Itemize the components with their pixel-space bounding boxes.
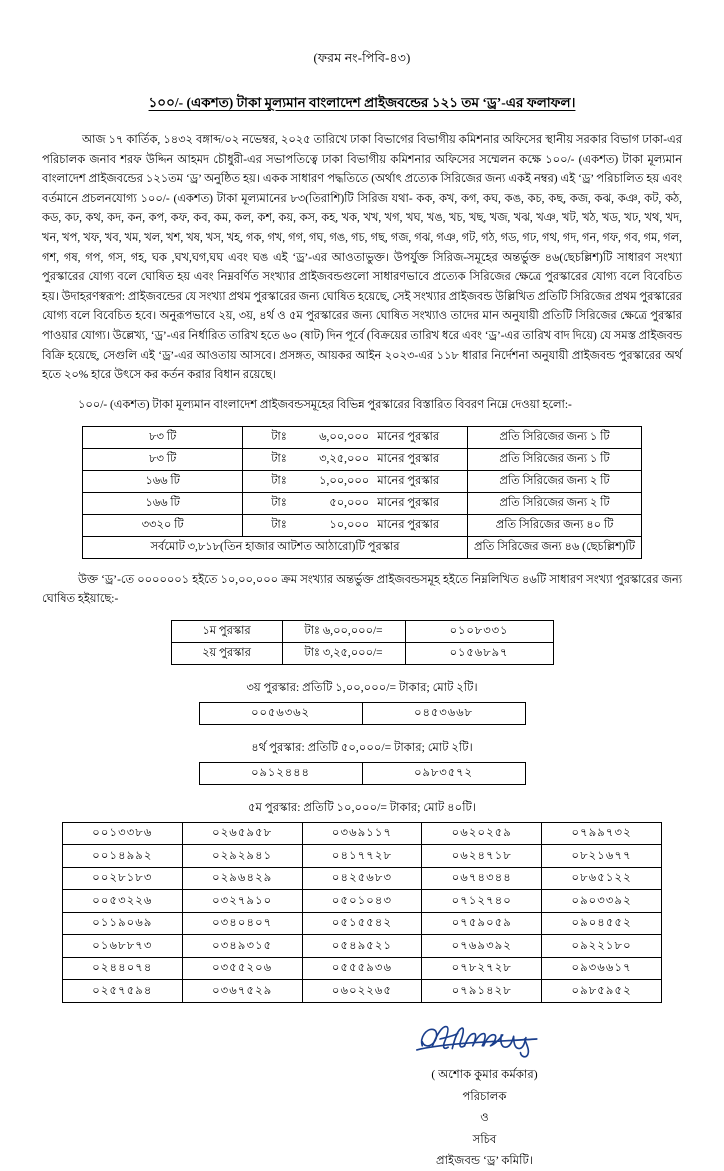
currency-label: টাঃ: [271, 496, 287, 509]
winning-number: ০৭৬৯৩৯২: [422, 935, 542, 958]
prize-amount: ৫০,০০০: [329, 496, 370, 509]
prize-value-suffix: মানের পুরস্কার: [377, 474, 440, 487]
winning-number: ০৯০৩৩৯২: [542, 890, 662, 913]
table-row: [63, 957, 662, 980]
top-prize-table: [171, 620, 554, 665]
form-number: (ফরম নং-পিবি-৪৩): [313, 51, 411, 65]
top-prize-body: [171, 620, 553, 664]
winning-number: ০৫১৫৫৪২: [302, 912, 422, 935]
winning-number: ০৪২৫৬৮৩: [302, 867, 422, 890]
table-row: [83, 470, 642, 492]
winning-number: ০৯০৪৫৫২: [542, 912, 662, 935]
winning-number: ০০৫৬৩৬২: [199, 702, 362, 724]
currency-label: টাঃ: [271, 518, 287, 531]
prize-per-series: প্রতি সিরিজের জন্য ১ টি: [468, 448, 642, 470]
prize-amount: টাঃ ৬,০০,০০০/=: [282, 620, 405, 642]
third-prize-body: [199, 702, 525, 724]
table-row: [83, 426, 642, 448]
winning-number: ০৭১২৭৪০: [422, 890, 542, 913]
currency-label: টাঃ: [271, 474, 287, 487]
table-row: [63, 822, 662, 845]
prize-total-per-series: প্রতি সিরিজের জন্য ৪৬ (ছেচল্লিশ)টি: [468, 536, 642, 558]
winning-number: ০২৪৪০৭৪: [63, 957, 183, 980]
prize-per-series: প্রতি সিরিজের জন্য ২ টি: [468, 492, 642, 514]
prize-per-series: প্রতি সিরিজের জন্য ৪০ টি: [468, 514, 642, 536]
winning-number: ০৯৮৫৯৫২: [542, 980, 662, 1003]
prize-value-suffix: মানের পুরস্কার: [377, 496, 440, 509]
winning-number: ০৬৭৪৩৪৪: [422, 867, 542, 890]
prize-value: [243, 470, 468, 492]
prize-amount: ৬,০০,০০০: [319, 430, 370, 443]
fourth-prize-body: [199, 762, 525, 784]
winning-number: ০৭৮২৭২৮: [422, 957, 542, 980]
table-row: [171, 642, 553, 664]
body-paragraph-declared-numbers: উক্ত ‘ড্র’-তে ০০০০০০১ হইতে ১০,০০,০০০ ক্রম সংখ্যার অন্তর্ভুক্ত প্রাইজবন্ডসমূহ হইতে নিম্নলিখিত ৪৬টি সাধারণ সংখ্যা পুরস্কারের জন্য ঘোষিত হইয়াছে:-: [42, 573, 682, 606]
prize-summary-table: [82, 426, 642, 559]
prize-amount: ১০,০০০: [329, 518, 370, 531]
winning-number: ০০১৪৯৯২: [63, 845, 183, 868]
prize-count: ৮৩ টি: [83, 426, 243, 448]
prize-amount: ১,০০,০০০: [319, 474, 370, 487]
winning-number: ০৯৮৩৫৭২: [362, 762, 525, 784]
signatory-designation-2: সচিব: [472, 1132, 497, 1146]
table-row: [171, 620, 553, 642]
winning-number: ০০৫৩২২৬: [63, 890, 183, 913]
winning-number: ০৯১২৪৪৪: [199, 762, 362, 784]
prize-summary-body: [83, 426, 642, 558]
winning-number: ০২৯২৯৪১: [182, 845, 302, 868]
table-row: [63, 890, 662, 913]
table-row: [83, 514, 642, 536]
winning-number: ০৩৬৯১১৭: [302, 822, 422, 845]
currency-label: টাঃ: [271, 430, 287, 443]
winning-number: ০৬২৪৭১৮: [422, 845, 542, 868]
winning-number: ০৩২৭৯১০: [182, 890, 302, 913]
winning-number: ০৫৪৯৫২১: [302, 935, 422, 958]
winning-number: ০৭৯৯৭৩২: [542, 822, 662, 845]
prize-per-series: প্রতি সিরিজের জন্য ২ টি: [468, 470, 642, 492]
table-row: [199, 762, 525, 784]
winning-number: ০২৬৫৯৫৮: [182, 822, 302, 845]
prize-value: [243, 426, 468, 448]
winning-number: ০১৬৮৮৭৩: [63, 935, 183, 958]
fifth-prize-heading: ৫ম পুরস্কার: প্রতিটি ১০,০০০/= টাকার; মোট ৪০টি।: [248, 800, 476, 814]
fourth-prize-heading: ৪র্থ পুরস্কার: প্রতিটি ৫০,০০০/= টাকার; মোট ২টি।: [251, 740, 473, 754]
table-row: [199, 702, 525, 724]
winning-number: ০৪১৭৭২৮: [302, 845, 422, 868]
prize-amount: টাঃ ৩,২৫,০০০/=: [282, 642, 405, 664]
winning-number: ০৪৫৩৬৬৮: [362, 702, 525, 724]
fifth-prize-body: [63, 822, 662, 1002]
currency-label: টাঃ: [271, 452, 287, 465]
prize-count: ১৬৬ টি: [83, 492, 243, 514]
winning-number: ০১৫৬৮৯৭: [405, 642, 553, 664]
winning-number: ০১০৮৩৩১: [405, 620, 553, 642]
prize-value: [243, 448, 468, 470]
prize-total-label: সর্বমোট ৩,৮১৮(তিন হাজার আটশত আঠারো)টি পুরস্কার: [83, 536, 468, 558]
prize-count: ১৬৬ টি: [83, 470, 243, 492]
winning-number: ০৫৫৫৯৩৬: [302, 957, 422, 980]
winning-number: ০৬০২২৬৫: [302, 980, 422, 1003]
table-row: [63, 867, 662, 890]
prize-value-suffix: মানের পুরস্কার: [377, 518, 440, 531]
fifth-prize-table: [62, 822, 662, 1003]
body-paragraph-main: আজ ১৭ কার্তিক, ১৪৩২ বঙ্গাব্দ/০২ নভেম্বর, ২০২৫ তারিখে ঢাকা বিভাগের বিভাগীয় কমিশনার অফিসের স্থানীয় সরকার বিভাগ ঢাকা-এর পরিচালক জনাব শরফ উদ্দিন আহমদ চৌধুরী-এর সভাপতিত্বে ঢাকা বিভাগীয় কমিশনার অফিসের সম্মেলন কক্ষে ১০০/- (একশত) টাকা মূল্যমান বাংলাদেশ প্রাইজবন্ডের ১২১তম ‘ড্র’ অনুষ্ঠিত হয়। একক সাধারণ পদ্ধতিতে (অর্থাৎ প্রত্যেক সিরিজের জন্য একই নম্বর) এই ‘ড্র’ পরিচালিত হয় এবং বর্তমানে প্রচলনযোগ্য ১০০/- (একশত) টাকা মূল্যমানের ৮৩(তিরাশি)টি সিরিজ যথা- কক, কখ, কগ, কঘ, কঙ, কচ, কছ, কজ, কঝ, কঞ, কট, কঠ, কড, কঢ, কথ, কদ, কন, কপ, কফ, কব, কম, কল, কশ, কয়, কস, কহ, খক, খখ, খগ, খঘ, খঙ, খচ, খছ, খজ, খঝ, খঞ, খট, খঠ, খড, খঢ, খথ, খদ, খন, খপ, খফ, খব, খম, খল, খশ, খষ, খস, খহ, গক, গখ, গগ, গঘ, গঙ, গচ, গছ, গজ, গঝ, গঞ, গট, গঠ, গড, গঢ, গথ, গদ, গন, গফ, গব, গম, গল, গশ, গষ, গপ, গস, গহ, ঘক ,ঘখ,ঘগ,ঘঘ এবং ঘঙ এই ‘ড্র’-এর আওতাভুক্ত। উপর্যুক্ত সিরিজ-সমূহের অন্তর্ভুক্ত ৪৬(ছেচল্লিশ)টি সাধারণ সংখ্যা পুরস্কারের যোগ্য বলে ঘোষিত হয় এবং নিম্নবর্ণিত সংখ্যার প্রাইজবন্ডগুলো সাধারণভাবে প্রত্যেক সিরিজের ক্ষেত্রে পুরস্কারের যোগ্য বলে বিবেচিত হয়। উদাহরণস্বরূপ: প্রাইজবন্ডের যে সংখ্যা প্রথম পুরস্কারের জন্য ঘোষিত হয়েছে, সেই সংখ্যার প্রাইজবন্ড উল্লিখিত প্রতিটি সিরিজের প্রথম পুরস্কারের যোগ্য বলে বিবেচিত হবে। অনুরূপভাবে ২য়, ৩য়, ৪র্থ ও ৫ম পুরস্কারের জন্য ঘোষিত সংখ্যাও তাদের মান অনুযায়ী প্রতিটি সিরিজের ক্ষেত্রে পুরস্কার পাওয়ার যোগ্য। উল্লেখ্য, ‘ড্র’-এর নির্ধারিত তারিখ হতে ৬০ (ষাট) দিন পূর্বে (বিক্রয়ের তারিখ ধরে এবং ‘ড্র’-এর তারিখ বাদ দিয়ে) যে সমস্ত প্রাইজবন্ড বিক্রি হয়েছে, সেগুলি এই ‘ড্র’-এর আওতায় আসবে। প্রসঙ্গত, আয়কর আইন ২০২৩-এর ১১৮ ধারার নির্দেশনা অনুযায়ী প্রাইজবন্ড পুরস্কারের অর্থ হতে ২০% হারে উৎসে কর কর্তন করার বিধান রয়েছে।: [42, 134, 682, 382]
body-paragraph-prize-intro: ১০০/- (একশত) টাকা মূল্যমান বাংলাদেশ প্রাইজবন্ডসমূহের বিভিন্ন পুরস্কারের বিস্তারিত বিবরণ নিম্নে দেওয়া হলো:-: [78, 398, 572, 411]
winning-number: ০৮২১৬৭৭: [542, 845, 662, 868]
winning-number: ০৬২০২৫৯: [422, 822, 542, 845]
signatory-name: ( অশোক কুমার কর্মকার): [431, 1068, 538, 1082]
winning-number: ০৩৬৭৫২৯: [182, 980, 302, 1003]
signature-inner: [410, 1017, 560, 1171]
winning-number: ০২৫৭৫৯৪: [63, 980, 183, 1003]
prize-count: ৮৩ টি: [83, 448, 243, 470]
signatory-designation-1: পরিচালক: [462, 1089, 507, 1103]
winning-number: ০৩৪৯৩১৫: [182, 935, 302, 958]
winning-number: ০৫০১০৪৩: [302, 890, 422, 913]
prize-count: ৩৩২০ টি: [83, 514, 243, 536]
winning-number: ০৭৫৯০৫৯: [422, 912, 542, 935]
prize-rank: ২য় পুরস্কার: [171, 642, 282, 664]
table-row: [83, 492, 642, 514]
prize-per-series: প্রতি সিরিজের জন্য ১ টি: [468, 426, 642, 448]
prize-value: [243, 492, 468, 514]
signature-block: [42, 1017, 682, 1171]
prize-value: [243, 514, 468, 536]
table-row: [63, 845, 662, 868]
winning-number: ০০১৩৩৮৬: [63, 822, 183, 845]
winning-number: ০০২৮১৮৩: [63, 867, 183, 890]
prize-value-suffix: মানের পুরস্কার: [377, 430, 440, 443]
winning-number: ০৯৩৬৬১৭: [542, 957, 662, 980]
page-title: ১০০/- (একশত) টাকা মূল্যমান বাংলাদেশ প্রাইজবন্ডের ১২১ তম ‘ড্র’-এর ফলাফল।: [148, 95, 576, 110]
table-row-total: [83, 536, 642, 558]
prize-rank: ১ম পুরস্কার: [171, 620, 282, 642]
third-prize-table: [199, 702, 526, 725]
table-row: [83, 448, 642, 470]
winning-number: ০৮৬৫১২২: [542, 867, 662, 890]
winning-number: ০৭৯১৪২৮: [422, 980, 542, 1003]
table-row: [63, 935, 662, 958]
table-row: [63, 980, 662, 1003]
signatory-committee: প্রাইজবন্ড ‘ড্র’ কমিটি।: [436, 1153, 533, 1167]
winning-number: ০২৯৬৪২৯: [182, 867, 302, 890]
third-prize-heading: ৩য় পুরস্কার: প্রতিটি ১,০০,০০০/= টাকার; মোট ২টি।: [246, 680, 478, 694]
table-row: [63, 912, 662, 935]
winning-number: ০৩৪০৪০৭: [182, 912, 302, 935]
prize-value-suffix: মানের পুরস্কার: [377, 452, 440, 465]
prize-amount: ৩,২৫,০০০: [319, 452, 370, 465]
winning-number: ০১১৯০৬৯: [63, 912, 183, 935]
winning-number: ০৩৫৫২০৬: [182, 957, 302, 980]
winning-number: ০৯২২১৮০: [542, 935, 662, 958]
fourth-prize-table: [199, 762, 526, 785]
signatory-conjunction: ও: [480, 1111, 489, 1125]
